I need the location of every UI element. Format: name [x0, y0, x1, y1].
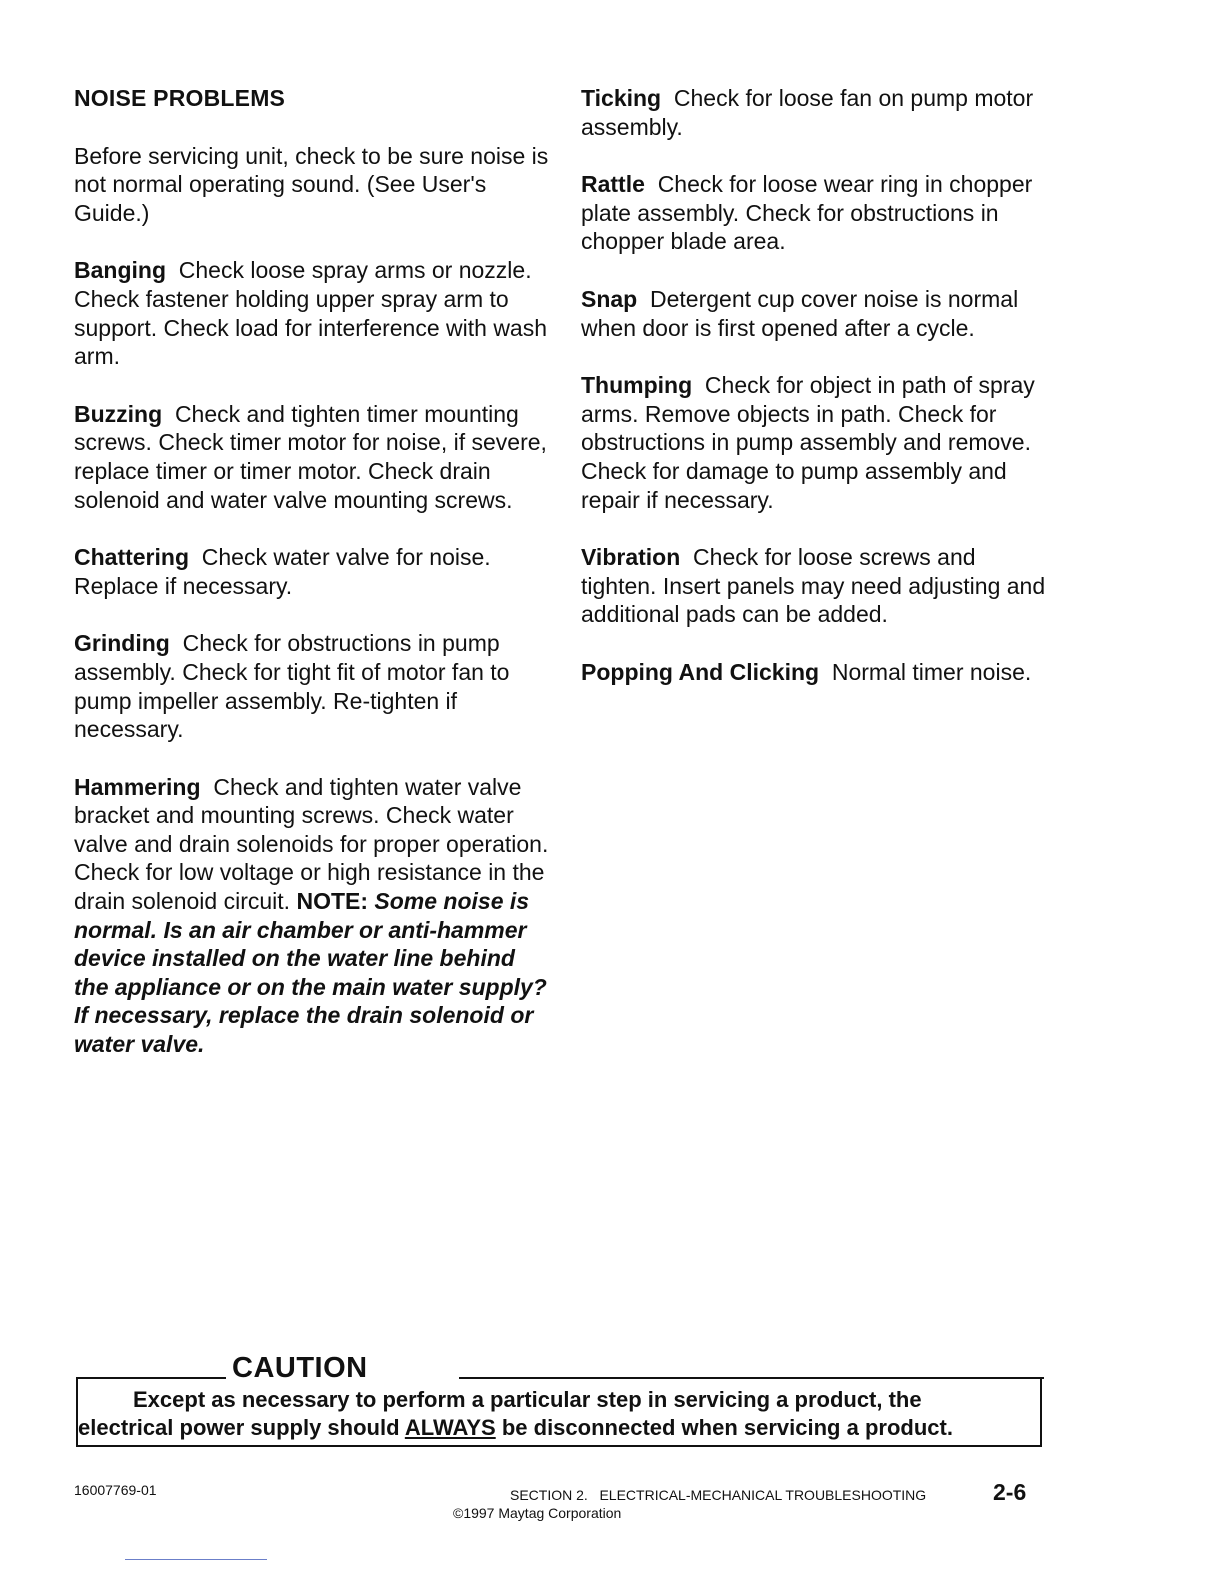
entry-text: Check and tighten water valve bracket and mounting screws. Check water valve and drain solenoids for proper operation. Check for low voltage or high resistance in the drain solenoid circuit. — [74, 773, 549, 915]
left-column — [74, 84, 549, 1088]
entry-text: Check for loose wear ring in chopper plate assembly. Check for obstructions in chopper blade area. — [581, 171, 1033, 255]
entry-term: Ticking — [581, 85, 662, 111]
entry-banging — [74, 256, 549, 370]
caution-line-2-after: be disconnected when servicing a product. — [501, 1415, 953, 1440]
entry-term: Chattering — [74, 544, 189, 571]
caution-line-2 — [78, 1414, 1040, 1442]
entry-term: Thumping — [581, 372, 693, 399]
entry-buzzing — [74, 400, 549, 514]
entry-snap — [581, 285, 1051, 342]
copyright: ©1997 Maytag Corporation — [453, 1505, 622, 1521]
entry-text: Check for loose screws and tighten. Insert panels may need adjusting and additional pads can be added. — [581, 544, 1046, 628]
entry-popping-clicking — [581, 658, 1051, 687]
note-label: NOTE: — [296, 888, 369, 915]
entry-chattering — [74, 543, 549, 600]
right-column — [581, 84, 1051, 716]
entry-term: Vibration — [581, 544, 681, 571]
intro-paragraph — [74, 142, 549, 228]
intro-text: Before servicing unit, check to be sure noise is not normal operating sound. (See User's Guide.) — [74, 142, 549, 226]
section-title: NOISE PROBLEMS — [74, 85, 286, 111]
entry-text: Check water valve for noise. Replace if necessary. — [74, 544, 491, 599]
entry-text: Check for object in path of spray arms. Remove objects in path. Check for obstructions in pump assembly and remove. Check for damage to pump assembly and repair if necessary. — [581, 372, 1035, 513]
entry-term: Grinding — [74, 630, 170, 657]
entry-grinding — [74, 629, 549, 743]
entry-text: Detergent cup cover noise is normal when door is first opened after a cycle. — [581, 285, 1019, 341]
entry-term: Banging — [74, 257, 166, 284]
caution-title: CAUTION — [232, 1352, 368, 1384]
footer-section-title: SECTION 2. ELECTRICAL-MECHANICAL TROUBLESHOOTING — [510, 1487, 927, 1503]
entry-term: Buzzing — [74, 400, 163, 427]
entry-term: Popping And Clicking — [581, 658, 820, 685]
caution-line-1: Except as necessary to perform a particular step in servicing a product, the — [133, 1387, 922, 1412]
entry-text: Check loose spray arms or nozzle. Check fastener holding upper spray arm to support. Check load for interference with wash arm. — [74, 257, 548, 370]
bottom-rule — [125, 1559, 267, 1560]
caution-text — [78, 1386, 1040, 1442]
entry-ticking — [581, 84, 1051, 141]
entry-text: Normal timer noise. — [831, 658, 1032, 685]
entry-rattle — [581, 170, 1051, 256]
entry-hammering — [74, 773, 549, 1059]
entry-text: Check for loose fan on pump motor assembly. — [581, 85, 1034, 140]
entry-thumping — [581, 371, 1051, 514]
caution-emphasis: ALWAYS — [404, 1415, 496, 1440]
caution-block — [74, 1348, 1044, 1450]
page-number: 2-6 — [993, 1479, 1027, 1505]
entry-term: Rattle — [581, 171, 645, 198]
entry-term: Snap — [581, 285, 638, 312]
entry-text: Check and tighten timer mounting screws. Check timer motor for noise, if severe, replace timer or timer motor. Check drain solenoid and water valve mounting screws. — [74, 400, 547, 513]
entry-term: Hammering — [74, 773, 201, 800]
entry-vibration — [581, 543, 1051, 629]
entry-text: Check for obstructions in pump assembly. Check for tight fit of motor fan to pump impeller assembly. Re-tighten if necessary. — [74, 630, 510, 743]
document-number: 16007769-01 — [74, 1482, 157, 1498]
caution-line-2-before: electrical power supply should — [78, 1415, 400, 1440]
note-text: Some noise is normal. Is an air chamber or anti-hammer device installed on the water line behind the appliance or on the main water supply? If necessary, replace the drain solenoid or water valve. — [74, 888, 547, 1058]
